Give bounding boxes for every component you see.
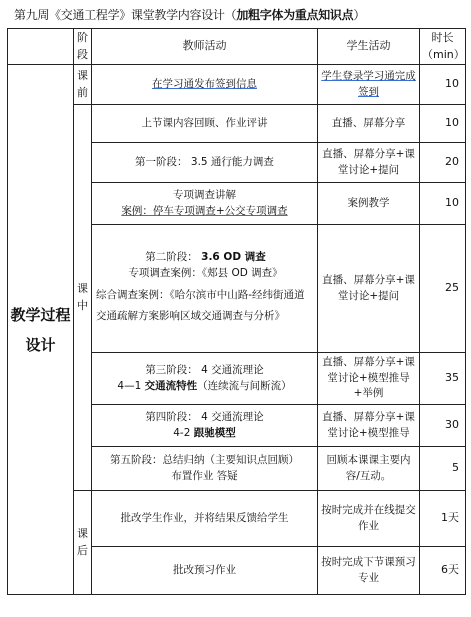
- student-activity: 直播、屏幕分享+课堂讨论+模型推导+举例: [318, 353, 420, 405]
- duration: 30: [420, 405, 466, 447]
- teacher-activity: 在学习通发布签到信息: [92, 65, 318, 105]
- table-row: [8, 491, 466, 547]
- student-activity: 直播、屏幕分享: [318, 105, 420, 143]
- teacher-activity: 上节课内容回顾、作业评讲: [92, 105, 318, 143]
- table-row: [8, 105, 466, 143]
- teacher-activity: 第三阶段： 4 交通流理论 4—1 交通流特性（连续流与间断流）: [92, 353, 318, 405]
- duration: 35: [420, 353, 466, 405]
- header-empty-cell: [8, 29, 74, 65]
- student-activity: 直播、屏幕分享+课堂讨论+模型推导: [318, 405, 420, 447]
- teacher-activity: 批改预习作业: [92, 547, 318, 595]
- teacher-activity: 第二阶段： 3.6 OD 调查 专项调查案例：《郏县 OD 调查》 综合调查案例：《哈尔滨市中山路-经纬街通道交通疏解方案影响区域交通调查与分析》: [92, 225, 318, 353]
- student-activity: 直播、屏幕分享+课堂讨论+提问: [318, 225, 420, 353]
- category-cell: [8, 65, 74, 595]
- duration: 10: [420, 105, 466, 143]
- lesson-plan-table: [7, 28, 466, 595]
- student-activity: 直播、屏幕分享+课堂讨论+提问: [318, 143, 420, 183]
- student-activity: 按时完成下节课预习专业: [318, 547, 420, 595]
- student-activity: 案例教学: [318, 183, 420, 225]
- duration: 10: [420, 183, 466, 225]
- table-row: [8, 65, 466, 105]
- duration: 5: [420, 447, 466, 491]
- duration: 10: [420, 65, 466, 105]
- teacher-activity: 第四阶段： 4 交通流理论 4-2 跟驰模型: [92, 405, 318, 447]
- header-time: 时长（min）: [420, 29, 466, 65]
- teacher-activity: 第五阶段：总结归纳（主要知识点回顾） 布置作业 答疑: [92, 447, 318, 491]
- header-row: [8, 29, 466, 65]
- duration: 25: [420, 225, 466, 353]
- teacher-activity: 专项调查讲解 案例：停车专项调查+公交专项调查: [92, 183, 318, 225]
- student-activity: 学生登录学习通完成签到: [318, 65, 420, 105]
- header-stage: 阶段: [74, 29, 92, 65]
- duration: 6天: [420, 547, 466, 595]
- teacher-activity: 批改学生作业，并将结果反馈给学生: [92, 491, 318, 547]
- header-student: 学生活动: [318, 29, 420, 65]
- stage-pre: 课前: [74, 65, 92, 105]
- title-bold: 加粗字体为重点知识点: [236, 8, 354, 22]
- header-teacher: 教师活动: [92, 29, 318, 65]
- stage-mid: 课中: [74, 105, 92, 491]
- title-suffix: ）: [353, 8, 366, 22]
- duration: 1天: [420, 491, 466, 547]
- teacher-activity: 第一阶段： 3.5 通行能力调查: [92, 143, 318, 183]
- stage-post: 课后: [74, 491, 92, 595]
- student-activity: 按时完成并在线提交作业: [318, 491, 420, 547]
- duration: 20: [420, 143, 466, 183]
- student-activity: 回顾本课课主要内容/互动。: [318, 447, 420, 491]
- title-prefix: 第九周《交通工程学》课堂教学内容设计（: [14, 8, 237, 22]
- document-title: [14, 6, 464, 23]
- category-label: 教学过程设计: [10, 305, 71, 354]
